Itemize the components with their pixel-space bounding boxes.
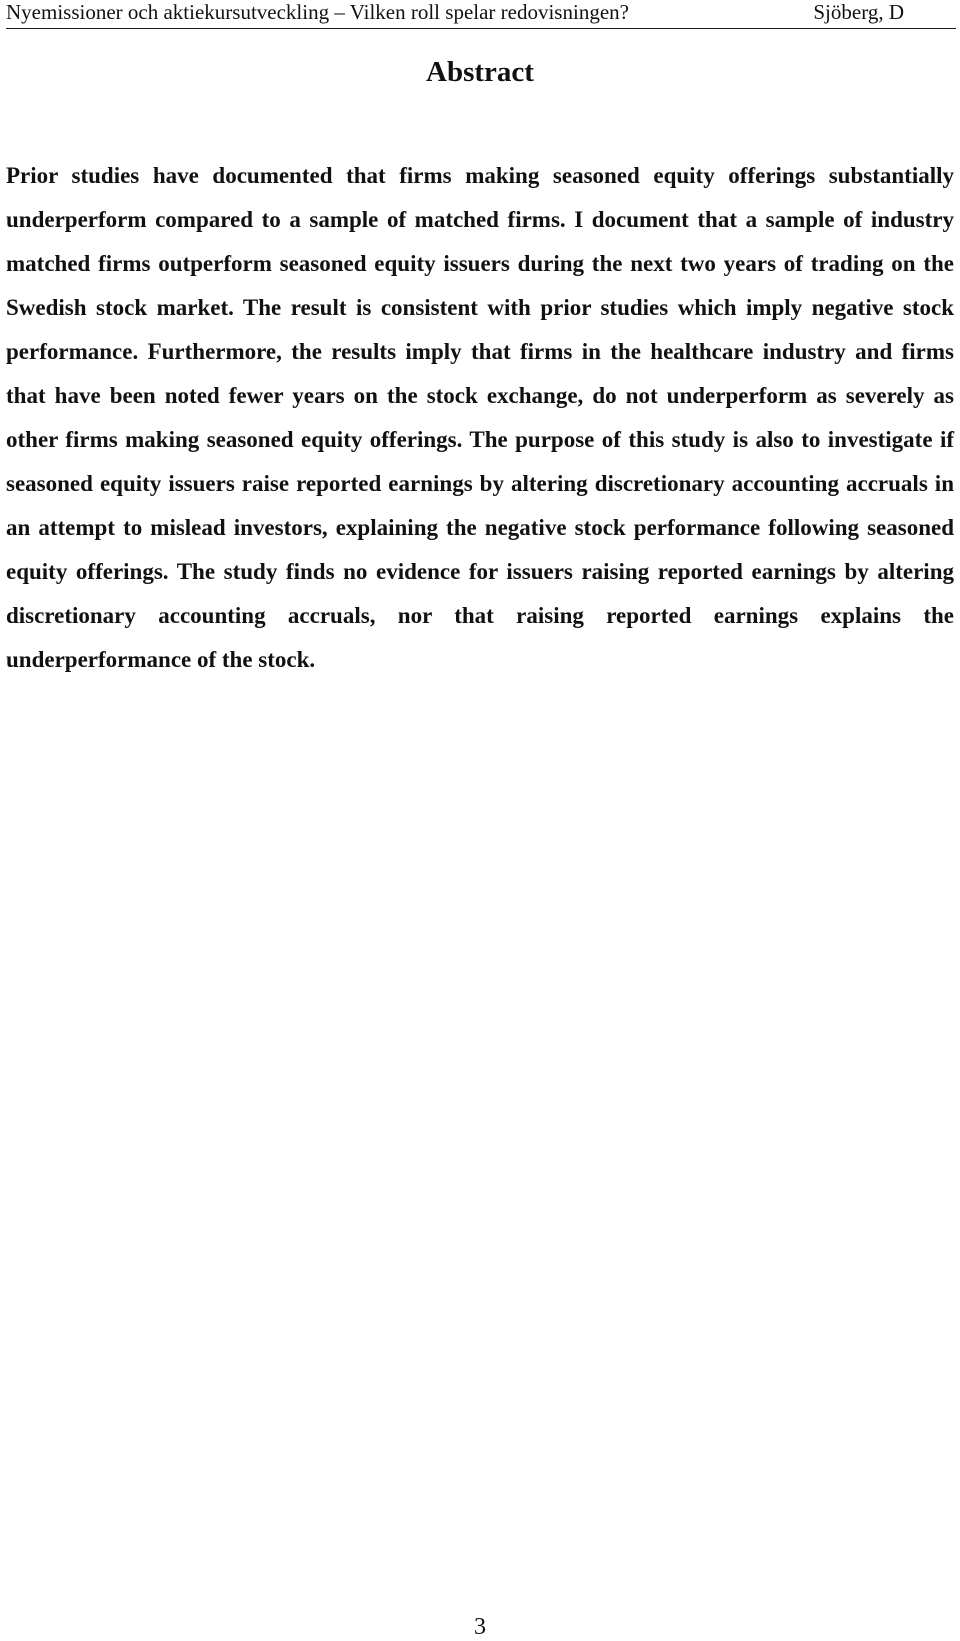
abstract-paragraph: Prior studies have documented that firms making seasoned equity offerings substantially underperform compared to a sample of matched firms. I document that a sample of industry matched firms outperform seasoned equity issuers during the next two years of trading on the Swedish stock market. The result is consistent with prior studies which imply negative stock performance. Furthermore, the results imply that firms in the healthcare industry and firms that have been noted fewer years on the stock exchange, do not underperform as severely as other firms making seasoned equity offerings. The purpose of this study is also to investigate if seasoned equity issuers raise reported earnings by altering discretionary accounting accruals in an attempt to mislead investors, explaining the negative stock performance following seasoned equity offerings. The study finds no evidence for issuers raising reported earnings by altering discretionary accounting accruals, nor that raising reported earnings explains the underperformance of the stock. <box>6 163 954 672</box>
header-author: Sjöberg, D <box>813 0 904 24</box>
page-number: 3 <box>474 1614 486 1640</box>
section-heading: Abstract <box>426 56 534 88</box>
running-header <box>6 0 956 29</box>
header-title: Nyemissioner och aktiekursutveckling – Vilken roll spelar redovisningen? <box>6 0 629 24</box>
